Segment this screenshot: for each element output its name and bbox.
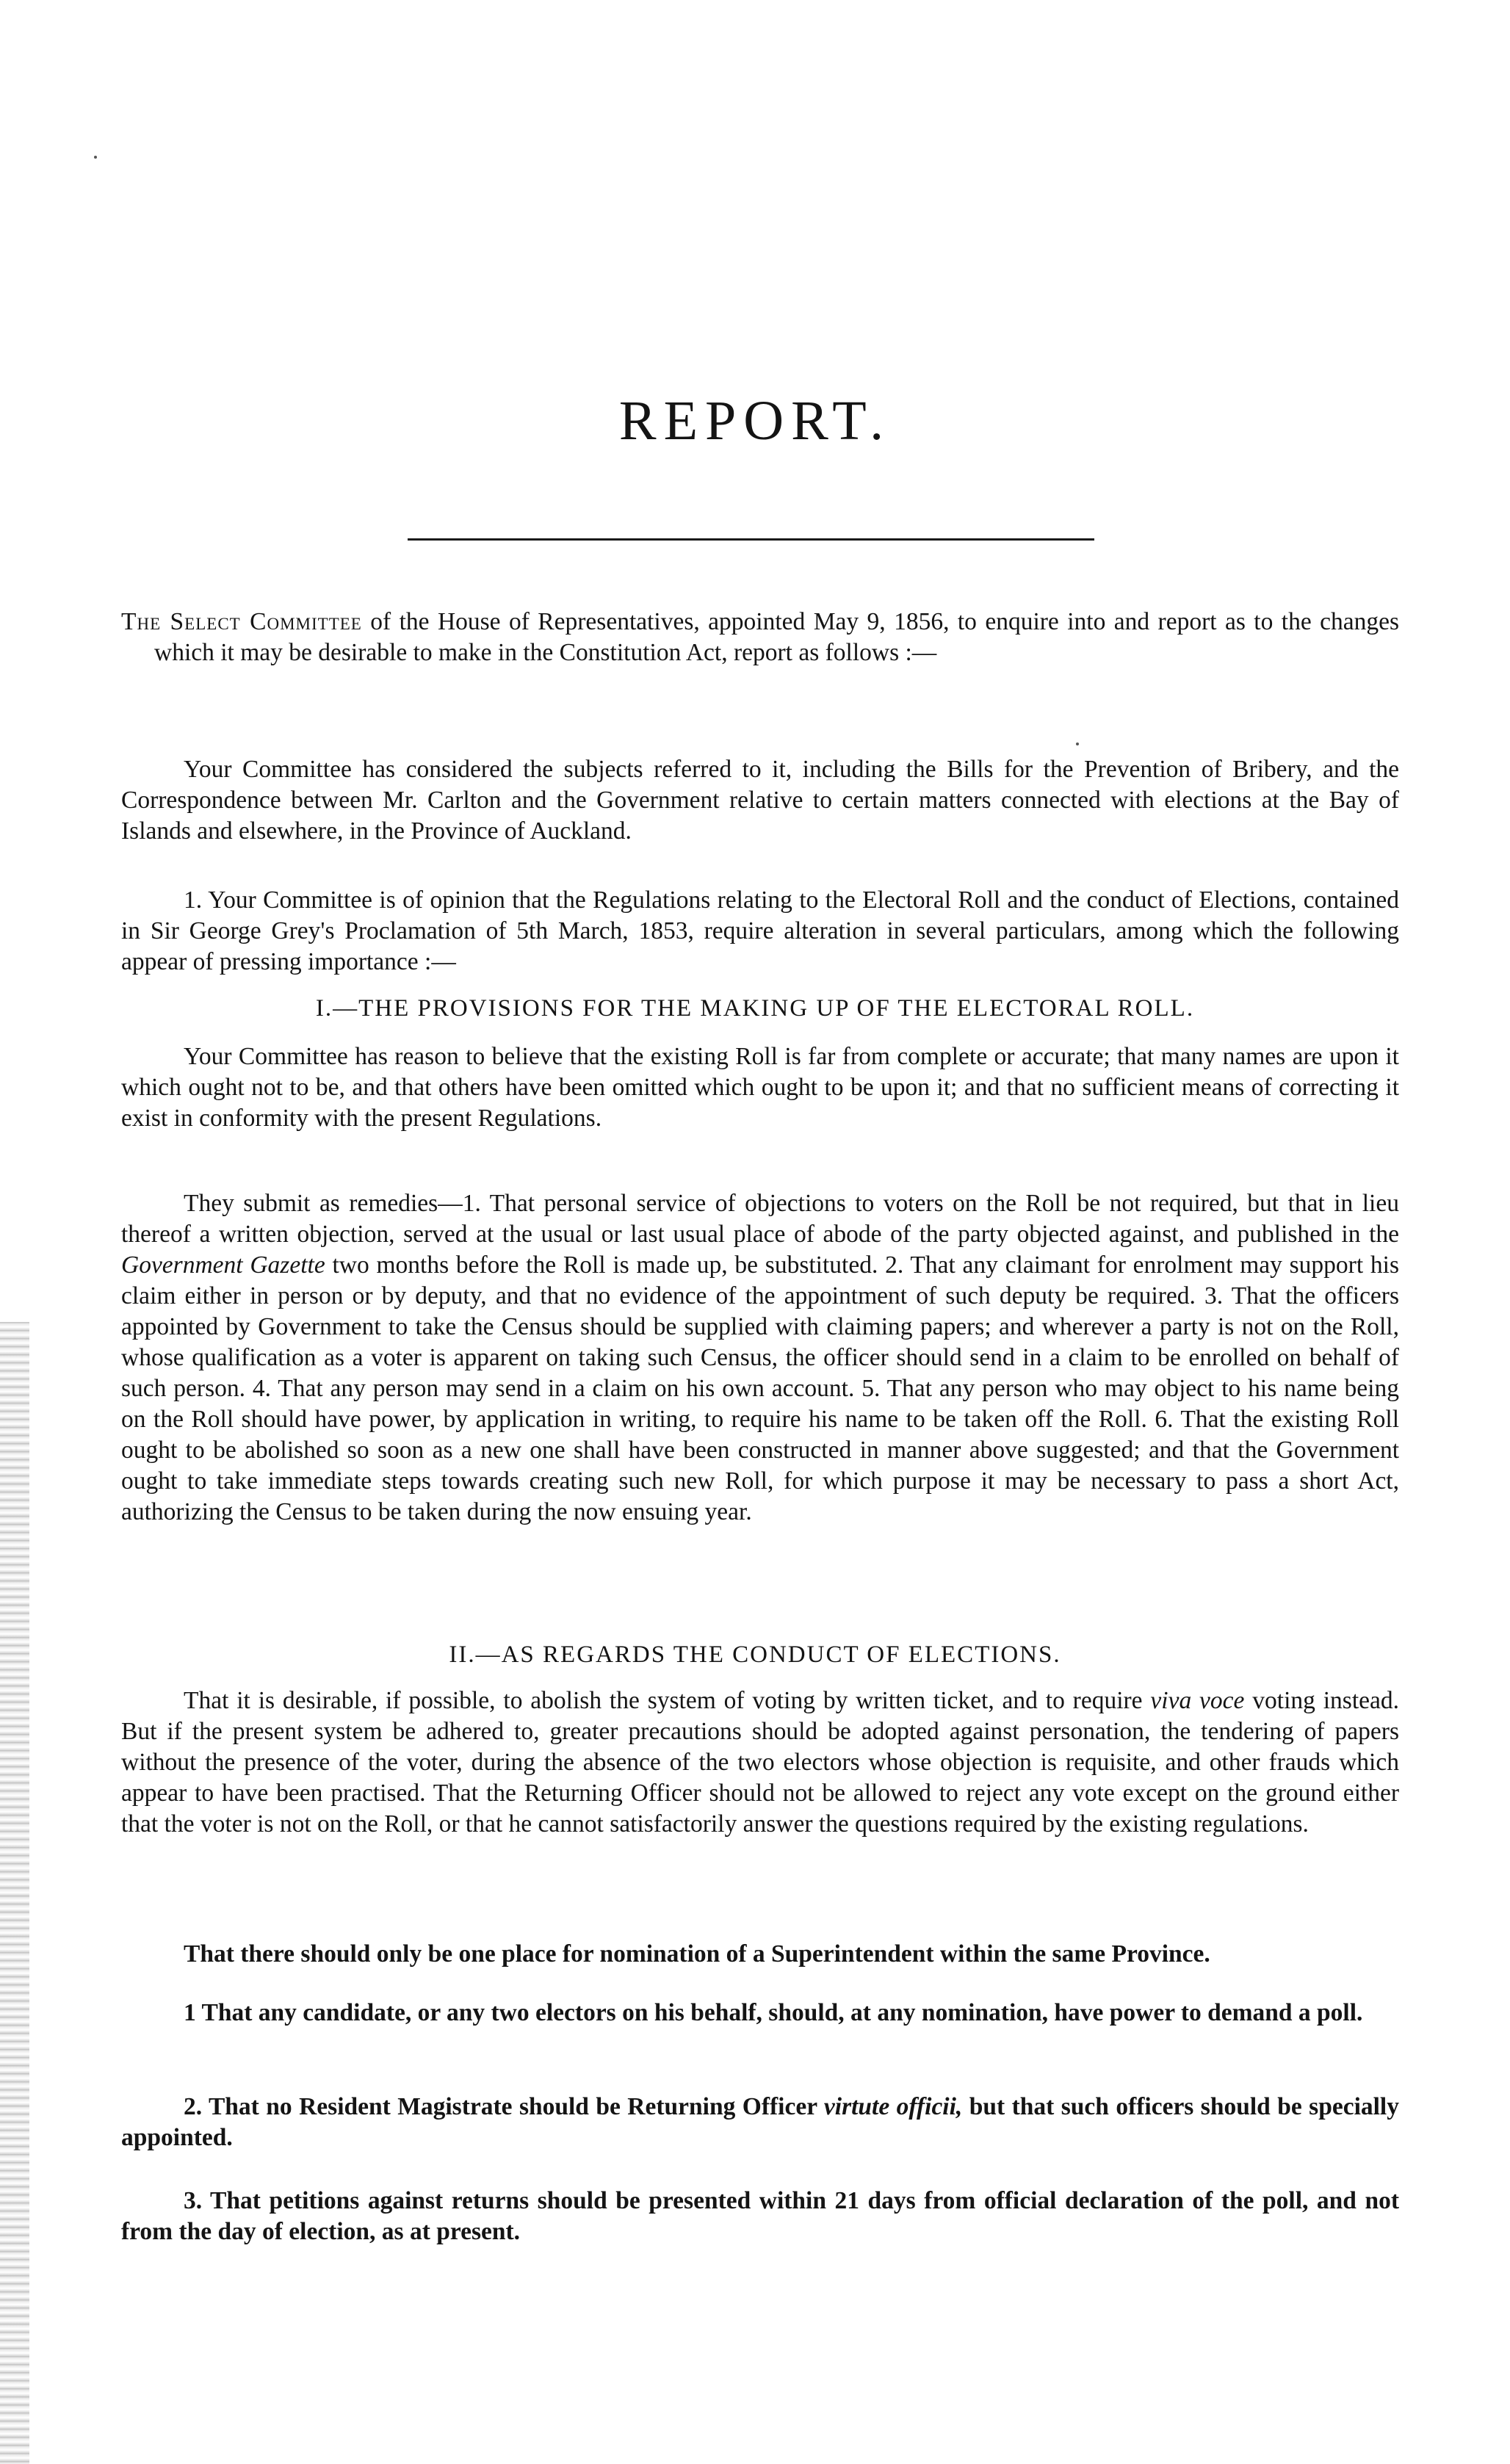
- section-1-block-b: [121, 1188, 1399, 1528]
- section-2-block-a: [121, 1686, 1399, 1840]
- title-rule: [408, 538, 1094, 541]
- opinion-paragraph: 1. Your Committee is of opinion that the Regulations relating to the Electoral Roll and the conduct of Elections, contained in Sir George Grey's Proclamation of 5th March, 1853, require alteration in several particulars, among which the following appear of pressing importance :—: [121, 886, 1399, 975]
- gazette-italic: Government Gazette: [121, 1251, 325, 1279]
- section-2-heading: II.—AS REGARDS THE CONDUCT OF ELECTIONS.: [449, 1641, 1061, 1668]
- intro-paragraph: [121, 607, 1399, 668]
- paper-speck: [94, 156, 97, 159]
- voting-text-1: That it is desirable, if possible, to abolish the system of voting by written ticket, and to require: [184, 1687, 1151, 1714]
- item-3-paragraph: 3. That petitions against returns should be presented within 21 days from official declaration of the poll, and not from the day of election, as at present.: [121, 2187, 1399, 2245]
- intro-block: [121, 607, 1399, 668]
- section-1-paragraph-b: [121, 1188, 1399, 1528]
- section-2-block-b: [121, 1939, 1399, 1970]
- section-1-block-a: [121, 1041, 1399, 1134]
- remedies-text-2: two months before the Roll is made up, be substituted. 2. That any claimant for enrolment may support his claim either in person or by deputy, and that no evidence of the appointment of such deputy be required. 3. That the officers appointed by Government to take the Census should be supplied with claiming papers; and wherever a party is not on the Roll, whose qualification as a voter is apparent on taking such Census, the officer should send in a claim to be enrolled on behalf of such person. 4. That any person may send in a claim on his own account. 5. That any person who may object to his name being on the Roll should have power, by application in writing, to require his name to be taken off the Roll. 6. That the existing Roll ought to be abolished so soon as a new one shall have been constructed in manner above suggested; and that the Government ought to take immediate steps towards creating such new Roll, for which purpose it may be necessary to pass a short Act, authorizing the Census to be taken during the now ensuing year.: [121, 1251, 1399, 1525]
- item-1-block: [121, 1998, 1399, 2028]
- binding-edge-shadow: [0, 1322, 29, 2464]
- virtute-officii-italic: virtute officii,: [823, 2093, 963, 2120]
- section-1-paragraph-a: Your Committee has reason to believe that the existing Roll is far from complete or accurate; that many names are upon it which ought not to be, and that others have been omitted which ought to be upon it; and that no sufficient means of correcting it exist in conformity with the present Regulations.: [121, 1043, 1399, 1132]
- item-2-text-2: but that such officers should be specially appointed.: [121, 2093, 1399, 2151]
- item-3-block: [121, 2186, 1399, 2247]
- nomination-place-paragraph: That there should only be one place for nomination of a Superintendent within the same Province.: [184, 1940, 1210, 1968]
- section-2-paragraph-a: [121, 1686, 1399, 1840]
- section-1-heading: I.—THE PROVISIONS FOR THE MAKING UP OF THE ELECTORAL ROLL.: [315, 995, 1195, 1022]
- committee-block: [121, 754, 1399, 847]
- intro-lead: The Select Committee: [121, 608, 362, 635]
- opinion-block: [121, 885, 1399, 978]
- item-2-paragraph: [121, 2092, 1399, 2153]
- item-2-block: [121, 2092, 1399, 2153]
- intro-text: of the House of Representatives, appointed May 9, 1856, to enquire into and report as to the changes which it may be desirable to make in the Constitution Act, report as follows :—: [154, 608, 1399, 666]
- viva-voce-italic: viva voce: [1150, 1687, 1245, 1714]
- report-title: REPORT.: [618, 390, 892, 452]
- item-2-text-1: 2. That no Resident Magistrate should be Returning Officer: [184, 2093, 824, 2120]
- remedies-text-1: They submit as remedies—1. That personal service of objections to voters on the Roll be not required, but that in lieu thereof a written objection, served at the usual or last usual place of abode of the party objected against, and published in the: [121, 1190, 1399, 1248]
- voting-text-2: voting instead. But if the present system be adhered to, greater precautions should be adopted against personation, the tendering of papers without the presence of the voter, during the absence of the two electors whose objection is requisite, and other frauds which appear to have been practised. That the Returning Officer should not be allowed to reject any vote except on the ground either that the voter is not on the Roll, or that he cannot satisfactorily answer the questions required by the existing regulations.: [121, 1687, 1400, 1838]
- paper-speck: [1076, 743, 1079, 745]
- committee-paragraph: Your Committee has considered the subjects referred to it, including the Bills for the Prevention of Bribery, and the Correspondence between Mr. Carlton and the Government relative to certain matters connected with elections at the Bay of Islands and elsewhere, in the Province of Auckland.: [121, 756, 1399, 845]
- item-1-paragraph: 1 That any candidate, or any two electors on his behalf, should, at any nomination, have power to demand a poll.: [184, 1999, 1363, 2026]
